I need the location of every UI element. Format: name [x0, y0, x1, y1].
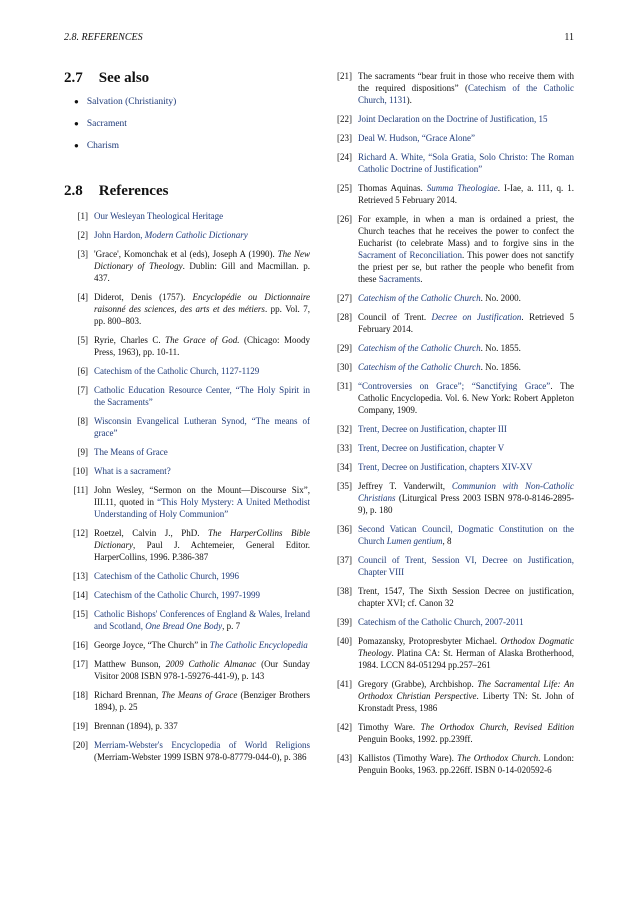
- reference-entry: [328, 616, 574, 628]
- reference-entry: [64, 229, 310, 241]
- reference-entry: [64, 608, 310, 632]
- reference-entry: [64, 739, 310, 763]
- reference-entry: [328, 423, 574, 435]
- reference-number: [12]: [73, 528, 88, 538]
- reference-entry: [64, 484, 310, 520]
- reference-link[interactable]: Modern Catholic Dictionary: [144, 230, 248, 240]
- references-heading: [64, 183, 310, 200]
- reference-entry: [328, 311, 574, 335]
- reference-segment: The Means of Grace: [161, 690, 238, 700]
- reference-number: [43]: [337, 753, 352, 763]
- reference-segment: The sacraments “bear fruit in those who receive them with the required dispositions” (: [358, 71, 574, 93]
- reference-segment: . I-Iae, a. 111, q. 1. Retrieved 5 February 2014.: [358, 183, 575, 205]
- reference-segment: Brennan (1894), p. 337: [94, 721, 178, 731]
- reference-entry: [64, 689, 310, 713]
- reference-text: [358, 442, 574, 454]
- reference-entry: [64, 291, 310, 327]
- reference-link[interactable]: Catholic Education Resource Center, “The Holy Spirit in the Sacraments”: [94, 385, 310, 407]
- reference-number: [37]: [337, 555, 352, 565]
- reference-segment: , 8: [442, 536, 452, 546]
- reference-segment: . No. 2000.: [480, 293, 521, 303]
- reference-number: [34]: [337, 462, 352, 472]
- reference-entry: [64, 365, 310, 377]
- reference-entry: [328, 442, 574, 454]
- reference-text: [94, 484, 310, 520]
- reference-number: [39]: [337, 617, 352, 627]
- reference-segment: (Our Sunday Visitor 2008 ISBN 978-1-59276-441-9), p. 143: [94, 659, 310, 681]
- reference-number: [10]: [73, 466, 88, 476]
- reference-entry: [328, 380, 574, 416]
- reference-segment: . Liberty TN: St. John of Kronstadt Press, 1986: [358, 691, 575, 713]
- reference-segment: Ryrie, Charles C.: [94, 335, 166, 345]
- reference-number: [24]: [337, 152, 352, 162]
- reference-number: [27]: [337, 293, 352, 303]
- reference-segment: . Retrieved 5 February 2014.: [358, 312, 574, 334]
- reference-text: [358, 342, 574, 354]
- reference-text: [358, 292, 574, 304]
- reference-segment: Roetzel, Calvin J., PhD.: [94, 528, 208, 538]
- running-header: [64, 32, 574, 43]
- reference-segment: John Wesley, “Sermon on the Mount—Discourse Six”, III.11, quoted in: [94, 485, 310, 507]
- reference-segment: (Liturgical Press 2003 ISBN 978-0-8146-2895-9), p. 180: [358, 493, 574, 515]
- reference-text: [358, 678, 574, 714]
- reference-link[interactable]: Merriam-Webster's Encyclopedia of World Religions: [94, 740, 310, 750]
- reference-segment: The Orthodox Church, Revised Edition: [420, 722, 575, 732]
- reference-text: [358, 554, 574, 578]
- reference-segment: Penguin Books, 1992. pp.239ff.: [358, 734, 473, 744]
- reference-link[interactable]: Communion with Non-Catholic Christians: [358, 481, 574, 503]
- bullet-icon: ●: [74, 119, 79, 128]
- bullet-icon: ●: [74, 97, 79, 106]
- reference-link[interactable]: What is a sacrament?: [94, 466, 171, 476]
- reference-text: [94, 589, 310, 601]
- reference-link[interactable]: Catechism of the Catholic Church, 1127-1129: [94, 366, 260, 376]
- reference-text: [94, 334, 310, 358]
- reference-entry: [64, 639, 310, 651]
- reference-entry: [328, 461, 574, 473]
- reference-link[interactable]: The Catholic Encyclopedia: [209, 640, 308, 650]
- reference-link[interactable]: Joint Declaration on the Doctrine of Justification, 15: [358, 114, 548, 124]
- reference-entry: [64, 658, 310, 682]
- reference-link[interactable]: Trent, Decree on Justification, chapter III: [358, 424, 507, 434]
- see-also-number: 2.7: [64, 70, 83, 86]
- reference-segment: Timothy Ware.: [358, 722, 421, 732]
- reference-entry: [328, 113, 574, 125]
- reference-segment: Richard Brennan,: [94, 690, 162, 700]
- reference-link[interactable]: Catechism of the Catholic Church: [358, 362, 481, 372]
- reference-number: [26]: [337, 214, 352, 224]
- reference-text: [358, 311, 574, 335]
- reference-number: [20]: [73, 740, 88, 750]
- reference-link[interactable]: Our Wesleyan Theological Heritage: [94, 211, 224, 221]
- reference-segment: 'Grace', Komonchak et al (eds), Joseph A (1990).: [94, 249, 278, 259]
- reference-entry: [328, 585, 574, 609]
- reference-number: [13]: [73, 571, 88, 581]
- reference-text: [358, 480, 574, 516]
- reference-text: [358, 616, 574, 628]
- reference-segment: The New Dictionary of Theology: [94, 249, 310, 271]
- reference-link[interactable]: Summa Theologiae: [426, 183, 498, 193]
- reference-segment: . The Catholic Encyclopedia. Vol. 6. New York: Robert Appleton Company, 1909.: [358, 381, 574, 415]
- reference-segment: Diderot, Denis (1757).: [94, 292, 193, 302]
- reference-link[interactable]: “Controversies on Grace”; “Sanctifying Grace”: [358, 381, 551, 391]
- reference-number: [19]: [73, 721, 88, 731]
- right-column: [328, 70, 574, 783]
- reference-segment: For example, in when a man is ordained a priest, the Church teaches that he receives the power to confect the Eucharist (to celebrate Mass) and to forgive sins in the: [358, 214, 574, 248]
- reference-number: [2]: [77, 230, 88, 240]
- reference-number: [29]: [337, 343, 352, 353]
- see-also-list: [64, 97, 310, 151]
- reference-segment: Matthew Bunson,: [94, 659, 166, 669]
- reference-entry: [64, 570, 310, 582]
- reference-segment: 2009 Catholic Almanac: [165, 659, 257, 669]
- reference-entry: [328, 752, 574, 776]
- reference-text: [94, 570, 310, 582]
- reference-link[interactable]: Council of Trent, Session VI, Decree on Justification, Chapter VIII: [358, 555, 574, 577]
- reference-segment: . pp. Vol. 7, pp. 800–803.: [94, 304, 310, 326]
- reference-segment: . Platina CA: St. Herman of Alaska Brotherhood, 1984. LCCN 84-051294 pp.257–261: [358, 648, 574, 670]
- reference-text: [94, 365, 310, 377]
- reference-number: [11]: [73, 485, 88, 495]
- reference-text: [358, 585, 574, 609]
- reference-link[interactable]: Sacraments: [378, 274, 421, 284]
- reference-segment: Jeffrey T. Vanderwilt,: [358, 481, 452, 491]
- reference-entry: [328, 721, 574, 745]
- reference-link[interactable]: Catechism of the Catholic Church, 2007-2011: [358, 617, 524, 627]
- reference-segment: The Grace of God.: [165, 335, 240, 345]
- reference-text: [358, 635, 574, 671]
- reference-segment: .: [420, 274, 423, 284]
- reference-number: [31]: [337, 381, 352, 391]
- reference-text: [94, 229, 310, 241]
- reference-text: [94, 639, 310, 651]
- reference-segment: Gregory (Grabbe), Archbishop.: [358, 679, 478, 689]
- reference-number: [14]: [73, 590, 88, 600]
- reference-segment: . No. 1856.: [480, 362, 521, 372]
- reference-segment: The HarperCollins Bible Dictionary: [94, 528, 310, 550]
- see-also-item[interactable]: [74, 141, 310, 151]
- reference-number: [7]: [77, 385, 88, 395]
- reference-entry: [64, 384, 310, 408]
- reference-text: [358, 213, 574, 285]
- reference-segment: Orthodox Dogmatic Theology: [358, 636, 574, 658]
- reference-segment: George Joyce, “The Church” in: [94, 640, 210, 650]
- reference-link[interactable]: Second Vatican Council, Dogmatic Constitution on the Church: [358, 524, 574, 546]
- reference-number: [35]: [337, 481, 352, 491]
- references-number: 2.8: [64, 183, 83, 199]
- reference-text: [358, 113, 574, 125]
- reference-number: [36]: [337, 524, 352, 534]
- reference-segment: (Merriam-Webster 1999 ISBN 978-0-87779-044-0), p. 386: [94, 752, 307, 762]
- reference-text: [94, 210, 310, 222]
- reference-number: [23]: [337, 133, 352, 143]
- reference-link[interactable]: Richard A. White, “Sola Gratia, Solo Christo: The Roman Catholic Doctrine of Justification”: [358, 152, 574, 174]
- reference-text: [358, 182, 574, 206]
- reference-text: [94, 527, 310, 563]
- reference-text: [94, 291, 310, 327]
- see-also-heading: [64, 70, 310, 87]
- reference-link[interactable]: The Means of Grace: [94, 447, 168, 457]
- reference-link[interactable]: Lumen gentium: [386, 536, 443, 546]
- reference-text: [358, 523, 574, 547]
- reference-number: [38]: [337, 586, 352, 596]
- reference-entry: [64, 248, 310, 284]
- reference-entry: [328, 70, 574, 106]
- reference-number: [17]: [73, 659, 88, 669]
- see-also-link[interactable]: Sacrament: [86, 119, 127, 129]
- reference-link[interactable]: “This Holy Mystery: A United Methodist Understanding of Holy Communion”: [94, 497, 311, 519]
- reference-segment: (Chicago: Moody Press, 1963), pp. 10-11.: [94, 335, 310, 357]
- see-also-link[interactable]: Charism: [86, 141, 120, 151]
- reference-link[interactable]: Decree on Justification: [431, 312, 522, 322]
- reference-entry: [64, 527, 310, 563]
- reference-text: [94, 384, 310, 408]
- reference-text: [94, 658, 310, 682]
- reference-number: [33]: [337, 443, 352, 453]
- reference-segment: , p. 7: [222, 621, 241, 631]
- reference-text: [94, 446, 310, 458]
- reference-entry: [328, 342, 574, 354]
- reference-text: [94, 720, 310, 732]
- see-also-title: See also: [98, 70, 150, 86]
- reference-number: [41]: [337, 679, 352, 689]
- reference-text: [94, 415, 310, 439]
- see-also-link[interactable]: Salvation (Christianity): [86, 97, 177, 107]
- see-also-item[interactable]: [74, 97, 310, 107]
- reference-segment: . London: Penguin Books, 1963. pp.226ff. ISBN 0-14-020592-6: [358, 753, 575, 775]
- reference-text: [94, 248, 310, 284]
- reference-link[interactable]: Catechism of the Catholic Church, 1997-1999: [94, 590, 260, 600]
- reference-number: [3]: [77, 249, 88, 259]
- reference-segment: . No. 1855.: [480, 343, 521, 353]
- reference-link[interactable]: Catechism of the Catholic Church, 1131: [358, 83, 574, 105]
- reference-entry: [64, 446, 310, 458]
- reference-text: [94, 739, 310, 763]
- reference-entry: [328, 361, 574, 373]
- reference-segment: . Dublin: Gill and Macmillan. p. 437.: [94, 261, 310, 283]
- reference-number: [28]: [337, 312, 352, 322]
- reference-link[interactable]: Catechism of the Catholic Church, 1996: [94, 571, 239, 581]
- reference-entry: [328, 554, 574, 578]
- reference-number: [21]: [337, 71, 352, 81]
- reference-segment: (Benziger Brothers 1894), p. 25: [94, 690, 310, 712]
- reference-text: [358, 132, 574, 144]
- reference-number: [1]: [77, 211, 88, 221]
- bullet-icon: ●: [74, 141, 79, 150]
- reference-entry: [328, 292, 574, 304]
- reference-segment: Council of Trent.: [358, 312, 432, 322]
- reference-link[interactable]: Wisconsin Evangelical Lutheran Synod, “The means of grace”: [94, 416, 310, 438]
- reference-text: [358, 461, 574, 473]
- reference-list-right: [328, 70, 574, 776]
- reference-entry: [64, 589, 310, 601]
- reference-number: [8]: [77, 416, 88, 426]
- reference-text: [94, 465, 310, 477]
- reference-link[interactable]: One Bread One Body: [145, 621, 223, 631]
- reference-segment: Kallistos (Timothy Ware).: [358, 753, 458, 763]
- reference-number: [6]: [77, 366, 88, 376]
- left-column: [64, 70, 310, 770]
- reference-number: [40]: [337, 636, 352, 646]
- reference-entry: [328, 151, 574, 175]
- reference-text: [358, 361, 574, 373]
- reference-text: [358, 721, 574, 745]
- header-section: 2.8. REFERENCES: [64, 32, 143, 43]
- reference-text: [358, 70, 574, 106]
- reference-number: [15]: [73, 609, 88, 619]
- reference-link[interactable]: Sacrament of Reconciliation: [358, 250, 462, 260]
- reference-text: [358, 151, 574, 175]
- reference-segment: Trent, 1547, The Sixth Session Decree on justification, chapter XVI; cf. Canon 32: [358, 586, 574, 608]
- reference-entry: [328, 132, 574, 144]
- references-title: References: [98, 183, 169, 199]
- reference-text: [94, 608, 310, 632]
- page-number: 11: [564, 32, 574, 43]
- reference-text: [94, 689, 310, 713]
- reference-number: [18]: [73, 690, 88, 700]
- reference-number: [22]: [337, 114, 352, 124]
- reference-segment: ).: [406, 95, 412, 105]
- reference-segment: The Orthodox Church: [457, 753, 539, 763]
- reference-list-left: [64, 210, 310, 763]
- reference-segment: . This power does not sanctify the priest per se, but rather the people who benefit from these: [358, 250, 574, 284]
- reference-link[interactable]: John Hardon,: [94, 230, 145, 240]
- see-also-item[interactable]: [74, 119, 310, 129]
- reference-text: [358, 752, 574, 776]
- reference-entry: [328, 523, 574, 547]
- reference-entry: [64, 334, 310, 358]
- reference-link[interactable]: Trent, Decree on Justification, chapters XIV-XV: [358, 462, 533, 472]
- reference-entry: [64, 415, 310, 439]
- reference-number: [4]: [77, 292, 88, 302]
- reference-segment: Pomazansky, Protopresbyter Michael.: [358, 636, 501, 646]
- reference-link[interactable]: Catechism of the Catholic Church: [358, 343, 481, 353]
- reference-entry: [328, 213, 574, 285]
- reference-number: [25]: [337, 183, 352, 193]
- reference-entry: [328, 678, 574, 714]
- reference-number: [9]: [77, 447, 88, 457]
- reference-entry: [64, 720, 310, 732]
- reference-text: [358, 380, 574, 416]
- reference-entry: [64, 465, 310, 477]
- reference-text: [358, 423, 574, 435]
- reference-segment: Encyclopédie ou Dictionnaire raisonné des sciences, des arts et des métiers: [94, 292, 310, 314]
- reference-link[interactable]: Catechism of the Catholic Church: [358, 293, 481, 303]
- reference-entry: [64, 210, 310, 222]
- reference-link[interactable]: Deal W. Hudson, “Grace Alone”: [358, 133, 475, 143]
- reference-number: [16]: [73, 640, 88, 650]
- reference-entry: [328, 480, 574, 516]
- reference-number: [42]: [337, 722, 352, 732]
- reference-entry: [328, 182, 574, 206]
- reference-segment: The Sacramental Life: An Orthodox Christian Perspective: [358, 679, 575, 701]
- reference-number: [30]: [337, 362, 352, 372]
- reference-entry: [328, 635, 574, 671]
- reference-number: [32]: [337, 424, 352, 434]
- reference-number: [5]: [77, 335, 88, 345]
- reference-segment: , Paul J. Achtemeier, General Editor. HarperCollins, 1996. P.386-387: [94, 540, 310, 562]
- reference-link[interactable]: Catholic Bishops' Conferences of England & Wales, Ireland and Scotland,: [94, 609, 310, 631]
- reference-link[interactable]: Trent, Decree on Justification, chapter V: [358, 443, 505, 453]
- reference-segment: Thomas Aquinas.: [358, 183, 427, 193]
